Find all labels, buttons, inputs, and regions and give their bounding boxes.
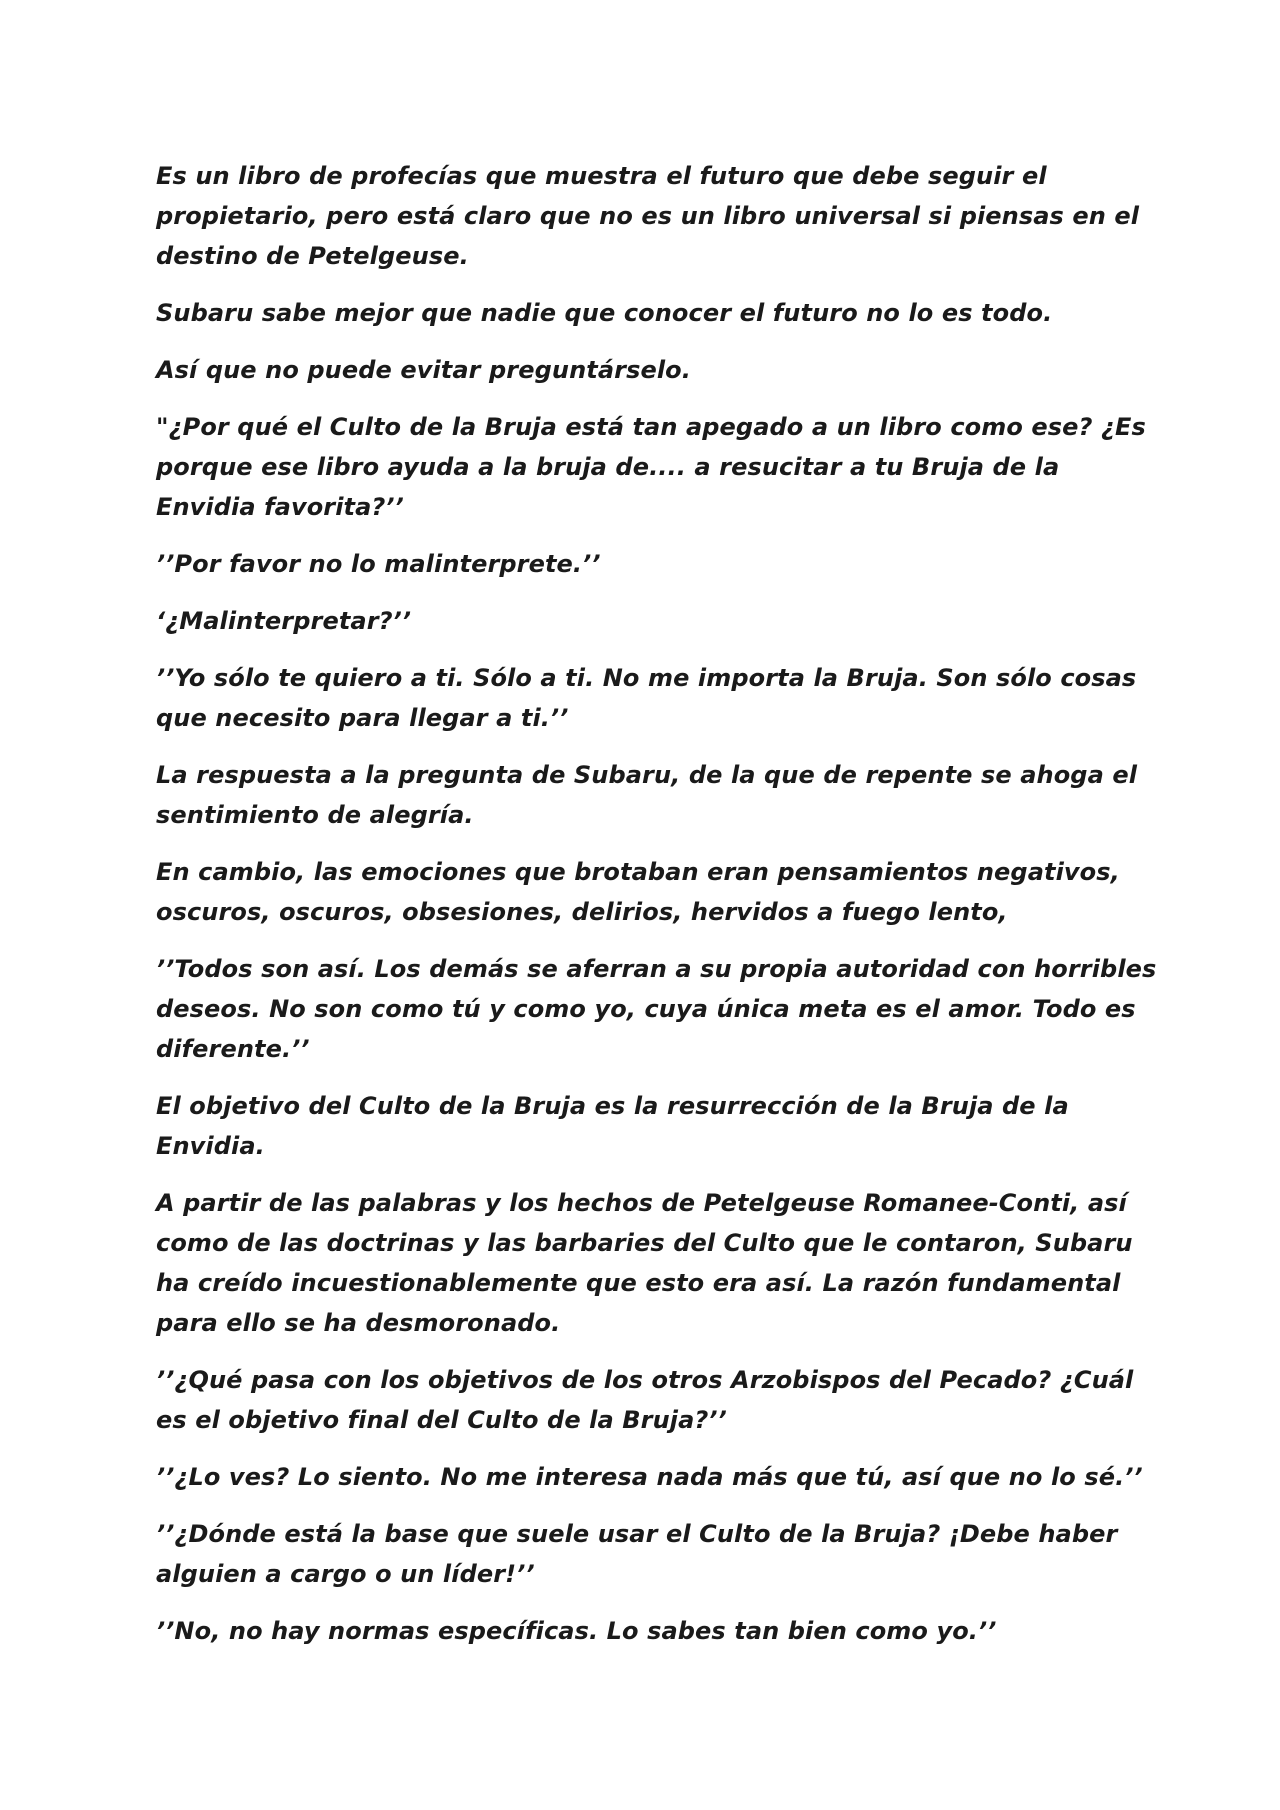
paragraph: El objetivo del Culto de la Bruja es la resurrección de la Bruja de la Envidia.	[156, 1092, 1069, 1160]
paragraph: Es un libro de profecías que muestra el futuro que debe seguir el propietario, pero está claro que no es un libro universal si piensas en el destino de Petelgeuse.	[156, 162, 1140, 270]
paragraph: ’’¿Dónde está la base que suele usar el Culto de la Bruja? ¡Debe haber alguien a cargo o un líder!’’	[156, 1520, 1118, 1588]
paragraph: ’’Yo sólo te quiero a ti. Sólo a ti. No me importa la Bruja. Son sólo cosas que necesito para llegar a ti.’’	[156, 664, 1137, 732]
paragraph: ‘¿Malinterpretar?’’	[156, 607, 412, 635]
paragraph: ’’¿Lo ves? Lo siento. No me interesa nada más que tú, así que no lo sé.’’	[156, 1463, 1143, 1491]
paragraph: A partir de las palabras y los hechos de Petelgeuse Romanee-Conti, así como de las doctrinas y las barbaries del Culto que le contaron, Subaru ha creído incuestionablemente que esto era así. La razón fundamental para ello se ha desmoronado.	[156, 1189, 1133, 1337]
paragraph: ’’Por favor no lo malinterprete.’’	[156, 550, 601, 578]
paragraph: La respuesta a la pregunta de Subaru, de la que de repente se ahoga el sentimiento de alegría.	[156, 761, 1138, 829]
paragraph: "¿Por qué el Culto de la Bruja está tan apegado a un libro como ese? ¿Es porque ese libro ayuda a la bruja de.... a resucitar a tu Bruja de la Envidia favorita?’’	[156, 413, 1146, 521]
paragraph: ’’¿Qué pasa con los objetivos de los otros Arzobispos del Pecado? ¿Cuál es el objetivo final del Culto de la Bruja?’’	[156, 1366, 1134, 1434]
paragraph: ’’Todos son así. Los demás se aferran a su propia autoridad con horribles deseos. No son como tú y como yo, cuya única meta es el amor. Todo es diferente.’’	[156, 955, 1157, 1063]
paragraph: En cambio, las emociones que brotaban eran pensamientos negativos, oscuros, oscuros, obsesiones, delirios, hervidos a fuego lento,	[156, 858, 1120, 926]
paragraph: Subaru sabe mejor que nadie que conocer el futuro no lo es todo.	[156, 299, 1053, 327]
paragraph: Así que no puede evitar preguntárselo.	[156, 356, 691, 384]
paragraph: ’’No, no hay normas específicas. Lo sabes tan bien como yo.’’	[156, 1617, 997, 1645]
document-body	[156, 156, 1166, 1668]
